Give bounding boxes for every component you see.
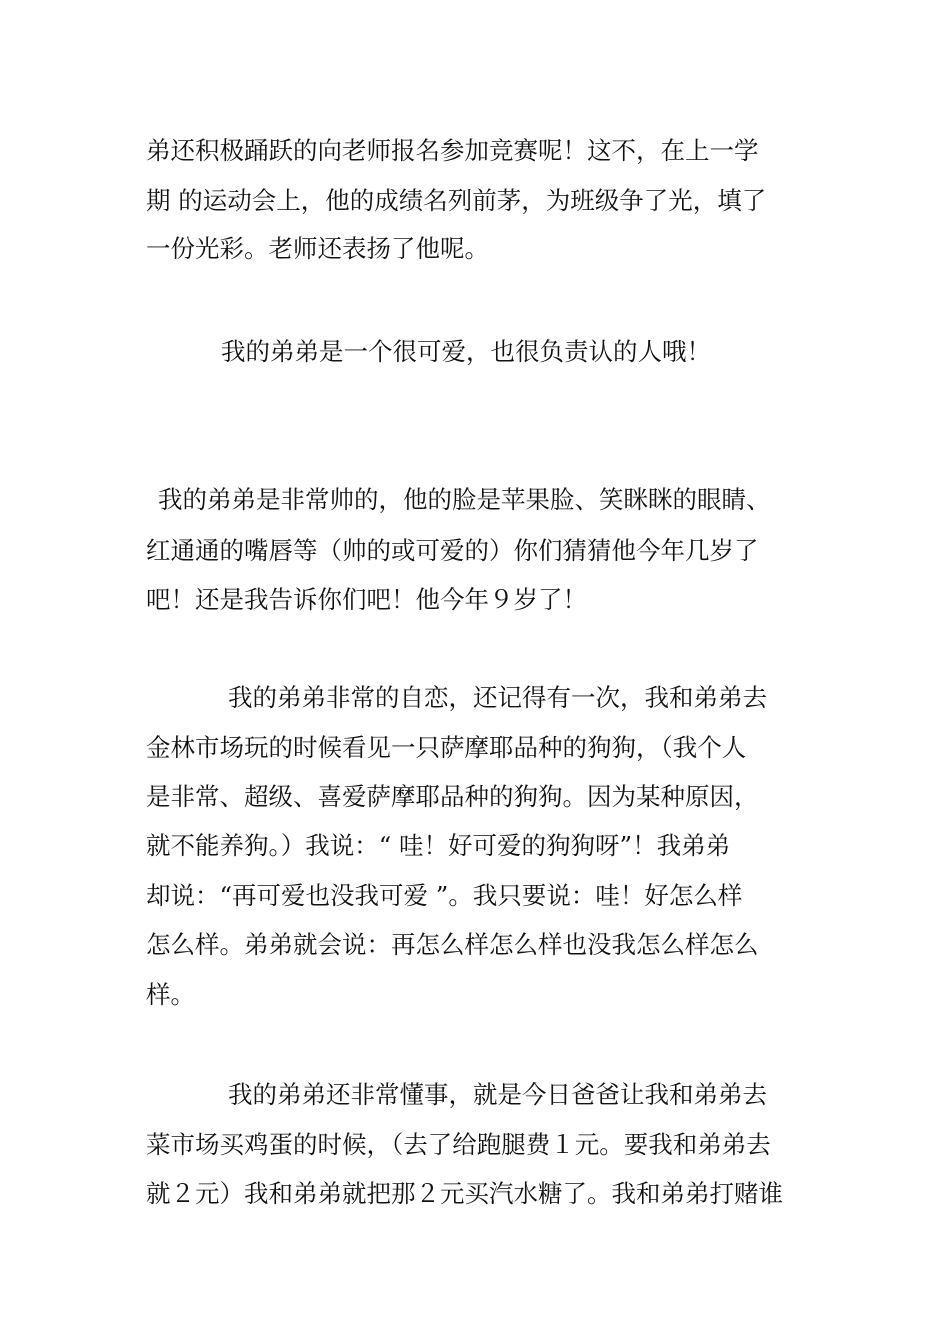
text-line: 一份光彩。老师还表扬了他呢。 [146,234,489,263]
text-line: 却说：“再可爱也没我可爱 ”。我只要说：哇！好怎么样 [146,881,743,910]
text-line: 我的弟弟是非常帅的，他的脸是苹果脸、笑眯眯的眼睛、 [158,485,771,514]
text-line: 就不能养狗。）我说：“ 哇！好可爱的狗狗呀”！我弟弟 [146,831,731,860]
text-line: 期 的运动会上，他的成绩名列前茅，为班级争了光，填了 [146,186,767,215]
text-line: 菜市场买鸡蛋的时候，（去了给跑腿费１元。要我和弟弟去 [146,1130,771,1159]
text-line: 我的弟弟非常的自恋，还记得有一次，我和弟弟去 [228,683,767,712]
text-line: 怎么样。弟弟就会说：再怎么样怎么样也没我怎么样怎么 [146,930,759,959]
text-line: 红通通的嘴唇等（帅的或可爱的）你们猜猜他今年几岁了 [146,536,759,565]
text-line: 我的弟弟还非常懂事，就是今日爸爸让我和弟弟去 [228,1080,767,1109]
text-line: 样。 [146,980,195,1009]
text-line: 我的弟弟是一个很可爱，也很负责认的人哦！ [221,337,711,366]
text-line: 金林市场玩的时候看见一只萨摩耶品种的狗狗，（我个人 [146,733,747,762]
text-line: 弟还积极踊跃的向老师报名参加竞赛呢！这不，在上一学 [146,136,759,165]
text-line: 就２元）我和弟弟就把那２元买汽水糖了。我和弟弟打赌谁 [146,1179,783,1208]
text-line: 吧！还是我告诉你们吧！他今年９岁了！ [146,585,587,614]
text-line: 是非常、超级、喜爱萨摩耶品种的狗狗。因为某种原因， [146,782,759,811]
